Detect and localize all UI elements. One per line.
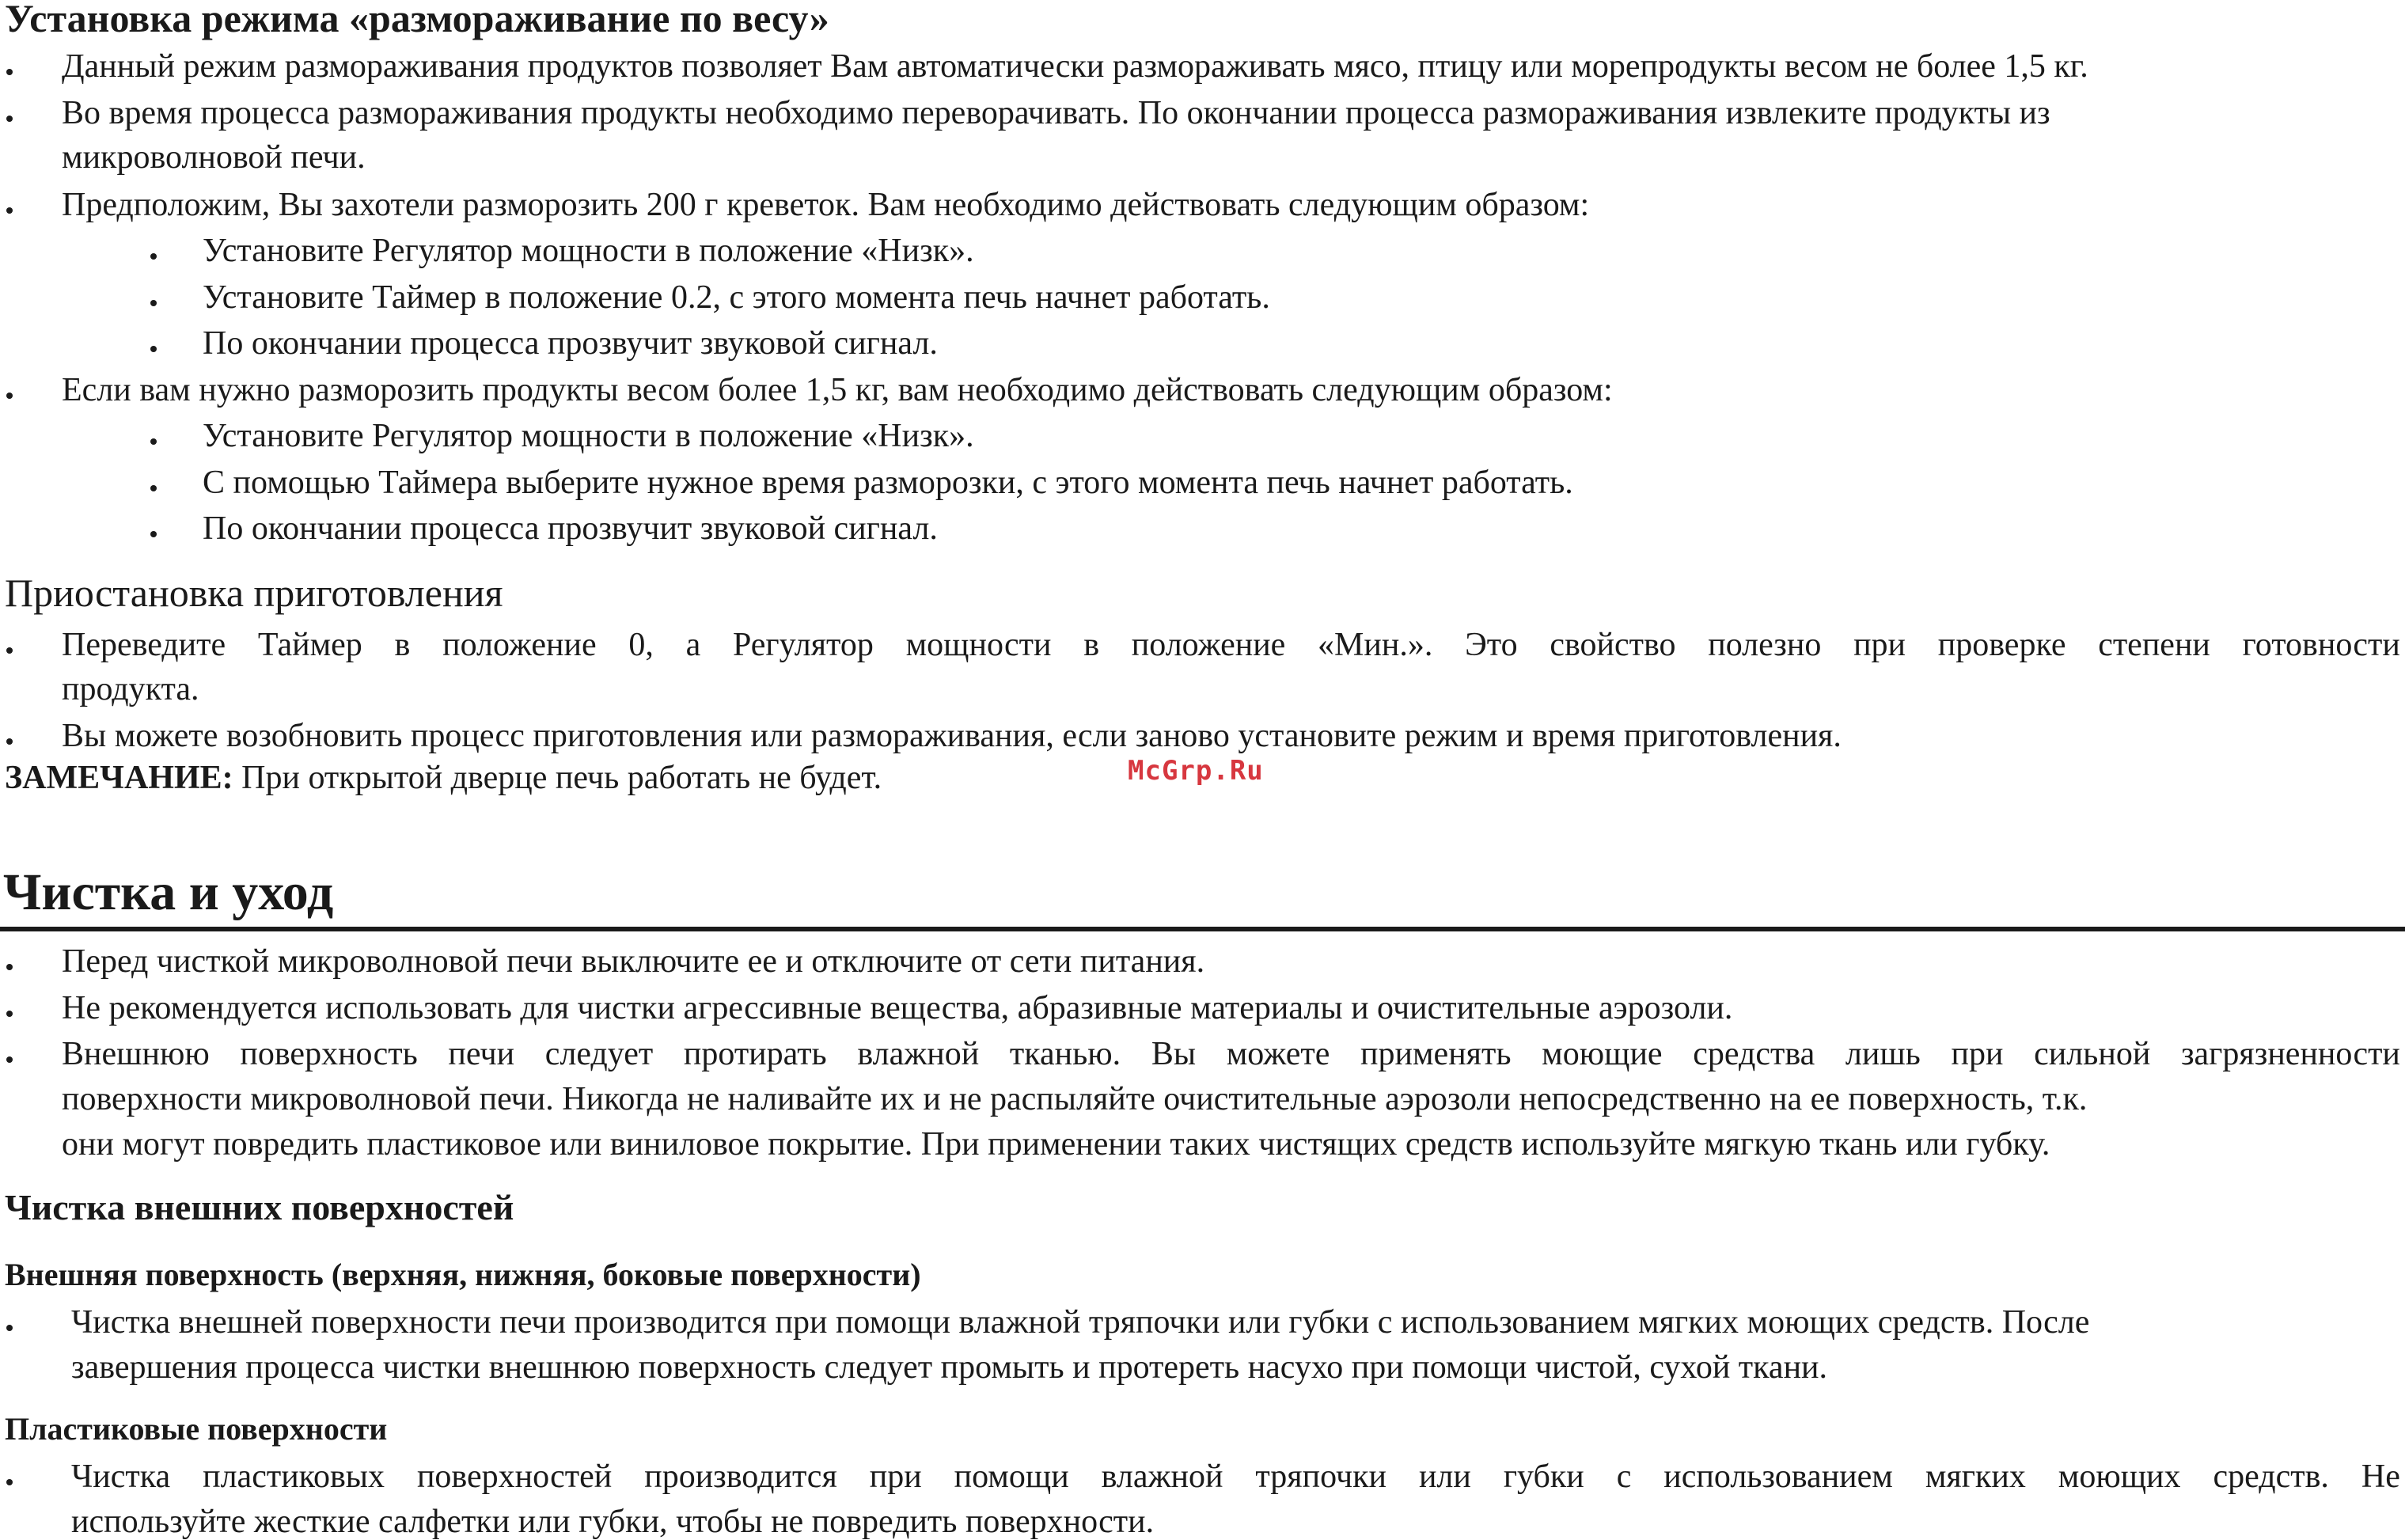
section-title-cleaning-and-care: Чистка и уход bbox=[3, 863, 334, 921]
bullet-icon bbox=[150, 253, 157, 260]
bullet-icon bbox=[6, 738, 13, 745]
list-item-justified: Внешнюю поверхность печи следует протирать влажной тканью. Вы можете применять моющие средства лишь при сильной загрязненности bbox=[62, 1036, 2400, 1072]
note bbox=[5, 761, 882, 795]
section-title-exterior-cleaning: Чистка внешних поверхностей bbox=[5, 1187, 514, 1227]
bullet-icon bbox=[6, 1056, 13, 1063]
bullet-icon bbox=[6, 207, 13, 214]
bullet-icon bbox=[150, 300, 157, 306]
subsection-title-plastic-surfaces: Пластиковые поверхности bbox=[5, 1411, 388, 1447]
bullet-icon bbox=[150, 346, 157, 352]
bullet-icon bbox=[150, 531, 157, 537]
bullet-icon bbox=[6, 393, 13, 399]
bullet-icon bbox=[6, 69, 13, 75]
subsection-title-exterior-surface: Внешняя поверхность (верхняя, нижняя, боковые поверхности) bbox=[5, 1257, 921, 1292]
list-item-continuation: поверхности микроволновой печи. Никогда не наливайте их и не распыляйте очистительные аэрозоли непосредственно на ее поверхность, т.к. bbox=[62, 1081, 2088, 1117]
sub-list-item: Установите Регулятор мощности в положение «Низк». bbox=[203, 418, 974, 454]
watermark: McGrp.Ru bbox=[1128, 755, 1264, 787]
list-item: Во время процесса размораживания продукты необходимо переворачивать. По окончании процесса размораживания извлеките продукты из bbox=[62, 95, 2050, 131]
list-item: Чистка внешней поверхности печи производится при помощи влажной тряпочки или губки с использованием мягких моющих средств. После bbox=[71, 1304, 2090, 1341]
list-item-continuation: микроволновой печи. bbox=[62, 139, 366, 176]
bullet-icon bbox=[6, 1479, 13, 1485]
section-title-defrost-by-weight: Установка режима «размораживание по весу» bbox=[5, 0, 829, 40]
list-item: Перед чисткой микроволновой печи выключите ее и отключите от сети питания. bbox=[62, 943, 1205, 980]
list-item: Не рекомендуется использовать для чистки агрессивные вещества, абразивные материалы и очистительные аэрозоли. bbox=[62, 990, 1733, 1026]
bullet-icon bbox=[6, 1011, 13, 1017]
bullet-icon bbox=[6, 964, 13, 970]
list-item-continuation: завершения процесса чистки внешнюю поверхность следует промыть и протереть насухо при помощи чистой, сухой ткани. bbox=[71, 1349, 1828, 1386]
section-title-pause-cooking: Приостановка приготовления bbox=[5, 571, 503, 615]
bullet-icon bbox=[6, 116, 13, 122]
sub-list-item: Установите Регулятор мощности в положение «Низк». bbox=[203, 233, 974, 269]
list-item: Вы можете возобновить процесс приготовления или размораживания, если заново установите режим и время приготовления. bbox=[62, 718, 1842, 754]
list-item: Если вам нужно разморозить продукты весом более 1,5 кг, вам необходимо действовать следующим образом: bbox=[62, 372, 1613, 408]
list-item: Предположим, Вы захотели разморозить 200 г креветок. Вам необходимо действовать следующим образом: bbox=[62, 187, 1590, 223]
list-item-continuation: продукта. bbox=[62, 671, 199, 707]
sub-list-item: По окончании процесса прозвучит звуковой сигнал. bbox=[203, 510, 938, 547]
sub-list-item: С помощью Таймера выберите нужное время разморозки, с этого момента печь начнет работать. bbox=[203, 465, 1573, 501]
sub-list-item: Установите Таймер в положение 0.2, с этого момента печь начнет работать. bbox=[203, 279, 1270, 316]
list-item-continuation: они могут повредить пластиковое или виниловое покрытие. При применении таких чистящих средств используйте мягкую ткань или губку. bbox=[62, 1126, 2050, 1163]
bullet-icon bbox=[150, 485, 157, 491]
list-item-justified: Переведите Таймер в положение 0, а Регулятор мощности в положение «Мин.». Это свойство полезно при проверке степени готовности bbox=[62, 627, 2400, 663]
bullet-icon bbox=[6, 1325, 13, 1331]
list-item-justified: Чистка пластиковых поверхностей производится при помощи влажной тряпочки или губки с использованием мягких моющих средств. Не bbox=[71, 1458, 2400, 1495]
sub-list-item: По окончании процесса прозвучит звуковой сигнал. bbox=[203, 325, 938, 362]
bullet-icon bbox=[150, 438, 157, 445]
note-text: При открытой дверце печь работать не будет. bbox=[241, 760, 882, 796]
list-item: Данный режим размораживания продуктов позволяет Вам автоматически размораживать мясо, птицу или морепродукты весом не более 1,5 кг. bbox=[62, 48, 2088, 85]
section-divider bbox=[0, 927, 2405, 931]
list-item-continuation: используйте жесткие салфетки или губки, чтобы не повредить поверхности. bbox=[71, 1504, 1155, 1540]
bullet-icon bbox=[6, 647, 13, 654]
note-label: ЗАМЕЧАНИЕ: bbox=[5, 760, 233, 796]
